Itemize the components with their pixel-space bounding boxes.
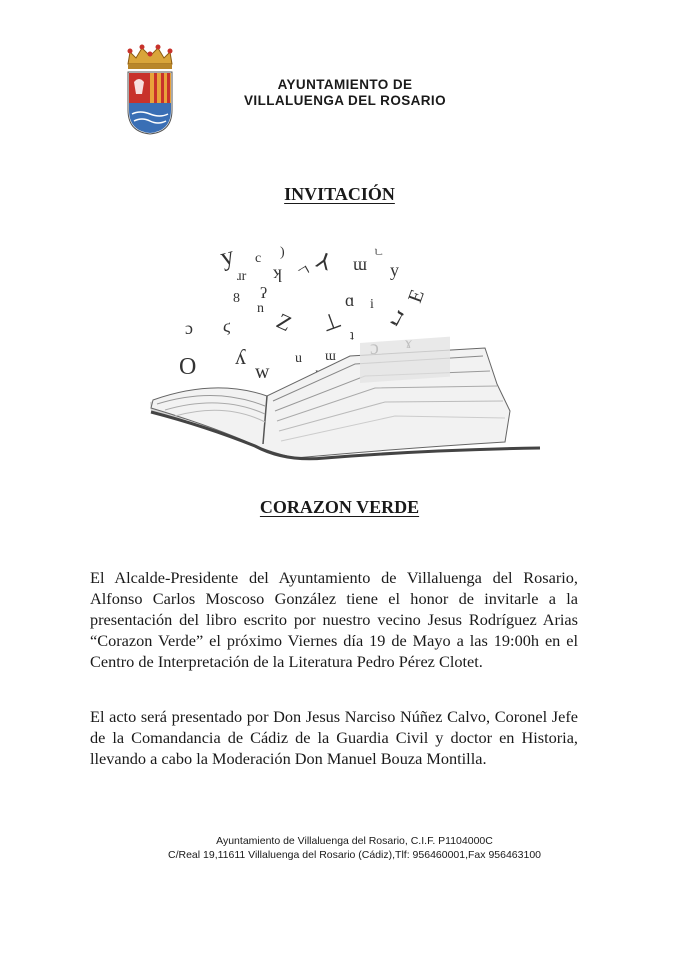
svg-text:ㄱ: ㄱ	[293, 261, 316, 284]
svg-text:ɔ: ɔ	[185, 318, 193, 338]
svg-text:⅄: ⅄	[313, 247, 335, 276]
svg-text:ɑ: ɑ	[345, 290, 355, 310]
svg-text:w: w	[255, 361, 270, 383]
footer-address	[0, 834, 679, 862]
invitation-paragraph-1: El Alcalde-Presidente del Ayuntamiento de Villaluenga del Rosario, Alfonso Carlos Moscoso González tiene el honor de invitarle a la presentación del libro escrito por nuestro vecino Jesus Rodríguez Arias “Corazon Verde” el próximo Viernes día 19 de Mayo a las 19:00h en el Centro de Interpretación de la Literatura Pedro Pérez Clotet.	[90, 568, 578, 671]
book-title: CORAZON VERDE	[259, 497, 420, 517]
svg-text:ɯ: ɯ	[353, 254, 368, 274]
invitation-heading: INVITACIÓN	[284, 184, 395, 204]
svg-text:n: n	[257, 301, 264, 316]
svg-text:y: y	[217, 240, 238, 272]
invitation-paragraph-2: El acto será presentado por Don Jesus Narciso Núñez Calvo, Coronel Jefe de la Comandancia de Cádiz de la Guardia Civil y doctor en Historia, llevando a cabo la Moderación Don Manuel Bouza Montilla.	[90, 707, 578, 768]
svg-text:c: c	[255, 251, 262, 266]
coat-of-arms-icon	[122, 42, 178, 136]
svg-text:ʞ: ʞ	[273, 262, 282, 282]
svg-text:ʔ: ʔ	[260, 285, 268, 302]
svg-text:i: i	[370, 297, 374, 312]
svg-text:⊥: ⊥	[318, 306, 345, 337]
organization-name-line2: VILLALUENGA DEL ROSARIO	[244, 93, 446, 108]
svg-text:8: 8	[233, 291, 240, 306]
svg-text:ʇ: ʇ	[350, 329, 354, 344]
svg-text:u: u	[295, 351, 302, 366]
organization-name	[200, 77, 490, 109]
svg-text:ℷ: ℷ	[387, 307, 407, 331]
svg-text:ϛ: ϛ	[223, 316, 231, 336]
footer-line1: Ayuntamiento de Villaluenga del Rosario, C.I.F. P1104000C	[216, 835, 493, 847]
svg-text:ɹr: ɹr	[237, 269, 247, 284]
open-book-illustration-icon	[145, 236, 545, 466]
svg-text:ʎ: ʎ	[235, 344, 246, 369]
svg-text:ㄴ: ㄴ	[373, 245, 385, 259]
organization-name-line1: AYUNTAMIENTO DE	[277, 77, 413, 92]
svg-text:ɯ: ɯ	[325, 349, 336, 364]
footer-line2: C/Real 19,11611 Villaluenga del Rosario (Cádiz),Tlf: 956460001,Fax 956463100	[168, 849, 541, 861]
svg-text:Z: Z	[272, 307, 296, 337]
svg-text:O: O	[179, 354, 197, 380]
svg-text:E: E	[404, 286, 429, 306]
svg-text:y: y	[390, 260, 399, 280]
svg-text:): )	[280, 245, 285, 260]
